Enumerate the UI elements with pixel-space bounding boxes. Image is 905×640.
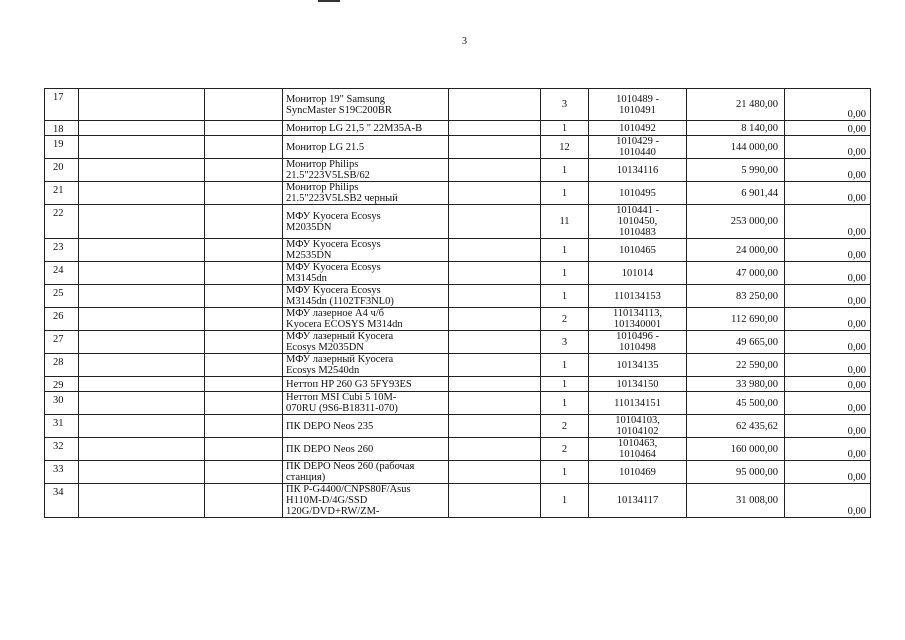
item-quantity: 1 (541, 159, 589, 182)
item-cost: 45 500,00 (687, 392, 785, 415)
empty-cell (79, 438, 205, 461)
item-name: Монитор Philips 21.5"223V5LSB2 черный (283, 182, 449, 205)
row-number: 25 (45, 285, 79, 308)
inventory-number: 10134116 (589, 159, 687, 182)
item-quantity: 1 (541, 239, 589, 262)
empty-cell (205, 415, 283, 438)
row-number: 31 (45, 415, 79, 438)
item-cost: 49 665,00 (687, 331, 785, 354)
item-quantity: 1 (541, 182, 589, 205)
empty-cell (449, 415, 541, 438)
item-cost: 253 000,00 (687, 205, 785, 239)
row-number: 33 (45, 461, 79, 484)
empty-cell (79, 205, 205, 239)
item-quantity: 1 (541, 461, 589, 484)
inventory-number: 110134151 (589, 392, 687, 415)
item-quantity: 3 (541, 331, 589, 354)
residual-value: 0,00 (785, 121, 871, 136)
empty-cell (205, 377, 283, 392)
inventory-number: 1010469 (589, 461, 687, 484)
item-cost: 33 980,00 (687, 377, 785, 392)
item-name: ПК DEPO Neos 235 (283, 415, 449, 438)
inventory-number: 110134153 (589, 285, 687, 308)
empty-cell (79, 331, 205, 354)
empty-cell (205, 308, 283, 331)
empty-cell (449, 89, 541, 121)
empty-cell (79, 262, 205, 285)
row-number: 34 (45, 484, 79, 518)
item-name: ПК DEPO Neos 260 (283, 438, 449, 461)
inventory-number: 10134135 (589, 354, 687, 377)
item-quantity: 11 (541, 205, 589, 239)
empty-cell (449, 182, 541, 205)
table-row (45, 239, 871, 262)
residual-value: 0,00 (785, 438, 871, 461)
empty-cell (205, 182, 283, 205)
residual-value: 0,00 (785, 239, 871, 262)
empty-cell (79, 121, 205, 136)
residual-value: 0,00 (785, 159, 871, 182)
residual-value: 0,00 (785, 308, 871, 331)
table-row (45, 438, 871, 461)
empty-cell (449, 262, 541, 285)
inventory-number: 1010441 - 1010450, 1010483 (589, 205, 687, 239)
table-row (45, 121, 871, 136)
inventory-number: 110134113, 101340001 (589, 308, 687, 331)
empty-cell (449, 121, 541, 136)
item-quantity: 1 (541, 285, 589, 308)
page-number: 3 (462, 36, 467, 47)
inventory-number: 1010463, 1010464 (589, 438, 687, 461)
row-number: 18 (45, 121, 79, 136)
table-row (45, 484, 871, 518)
empty-cell (205, 89, 283, 121)
empty-cell (449, 159, 541, 182)
inventory-number: 10134117 (589, 484, 687, 518)
empty-cell (205, 438, 283, 461)
item-cost: 31 008,00 (687, 484, 785, 518)
empty-cell (449, 308, 541, 331)
empty-cell (449, 331, 541, 354)
item-cost: 160 000,00 (687, 438, 785, 461)
empty-cell (79, 354, 205, 377)
empty-cell (449, 377, 541, 392)
empty-cell (79, 285, 205, 308)
empty-cell (79, 484, 205, 518)
inventory-number: 1010496 - 1010498 (589, 331, 687, 354)
table-row (45, 461, 871, 484)
item-name: Монитор 19" Samsung SyncMaster S19C200BR (283, 89, 449, 121)
row-number: 29 (45, 377, 79, 392)
item-quantity: 1 (541, 262, 589, 285)
empty-cell (205, 354, 283, 377)
item-cost: 112 690,00 (687, 308, 785, 331)
row-number: 21 (45, 182, 79, 205)
empty-cell (449, 285, 541, 308)
item-quantity: 3 (541, 89, 589, 121)
residual-value: 0,00 (785, 331, 871, 354)
residual-value: 0,00 (785, 415, 871, 438)
row-number: 23 (45, 239, 79, 262)
item-name: ПК DEPO Neos 260 (рабочая станция) (283, 461, 449, 484)
empty-cell (79, 392, 205, 415)
residual-value: 0,00 (785, 484, 871, 518)
item-quantity: 1 (541, 484, 589, 518)
item-name: Монитор Philips 21.5"223V5LSB/62 (283, 159, 449, 182)
item-name: ПК P-G4400/CNPS80F/Asus H110M-D/4G/SSD 120G/DVD+RW/ZM- (283, 484, 449, 518)
row-number: 30 (45, 392, 79, 415)
row-number: 28 (45, 354, 79, 377)
empty-cell (205, 159, 283, 182)
inventory-table (44, 88, 871, 518)
item-name: Неттоп MSI Cubi 5 10M- 070RU (9S6-B18311-070) (283, 392, 449, 415)
empty-cell (79, 159, 205, 182)
empty-cell (79, 182, 205, 205)
item-cost: 24 000,00 (687, 239, 785, 262)
residual-value: 0,00 (785, 262, 871, 285)
table-row (45, 415, 871, 438)
table-row (45, 205, 871, 239)
item-cost: 6 901,44 (687, 182, 785, 205)
empty-cell (449, 438, 541, 461)
item-cost: 8 140,00 (687, 121, 785, 136)
item-cost: 144 000,00 (687, 136, 785, 159)
residual-value: 0,00 (785, 89, 871, 121)
table-row (45, 354, 871, 377)
item-name: МФУ Kyocera Ecosys M2535DN (283, 239, 449, 262)
item-quantity: 2 (541, 308, 589, 331)
row-number: 26 (45, 308, 79, 331)
inventory-number: 101014 (589, 262, 687, 285)
residual-value: 0,00 (785, 354, 871, 377)
empty-cell (205, 285, 283, 308)
inventory-number: 10104103, 10104102 (589, 415, 687, 438)
item-quantity: 2 (541, 438, 589, 461)
empty-cell (205, 262, 283, 285)
item-cost: 62 435,62 (687, 415, 785, 438)
row-number: 19 (45, 136, 79, 159)
row-number: 17 (45, 89, 79, 121)
item-quantity: 12 (541, 136, 589, 159)
empty-cell (205, 205, 283, 239)
residual-value: 0,00 (785, 392, 871, 415)
item-cost: 47 000,00 (687, 262, 785, 285)
inventory-number: 10134150 (589, 377, 687, 392)
empty-cell (449, 392, 541, 415)
item-quantity: 2 (541, 415, 589, 438)
item-name: МФУ Kyocera Ecosys M2035DN (283, 205, 449, 239)
residual-value: 0,00 (785, 285, 871, 308)
inventory-number: 1010489 - 1010491 (589, 89, 687, 121)
empty-cell (449, 205, 541, 239)
empty-cell (449, 484, 541, 518)
item-cost: 95 000,00 (687, 461, 785, 484)
table-row (45, 285, 871, 308)
item-name: МФУ Kyocera Ecosys M3145dn (283, 262, 449, 285)
residual-value: 0,00 (785, 377, 871, 392)
empty-cell (205, 121, 283, 136)
item-name: МФУ лазерное А4 ч/б Kyocera ECOSYS M314dn (283, 308, 449, 331)
empty-cell (205, 331, 283, 354)
empty-cell (79, 308, 205, 331)
empty-cell (205, 484, 283, 518)
item-cost: 21 480,00 (687, 89, 785, 121)
table-row (45, 377, 871, 392)
item-cost: 5 990,00 (687, 159, 785, 182)
item-name: МФУ Kyocera Ecosys M3145dn (1102TF3NL0) (283, 285, 449, 308)
inventory-number: 1010495 (589, 182, 687, 205)
empty-cell (205, 239, 283, 262)
residual-value: 0,00 (785, 182, 871, 205)
residual-value: 0,00 (785, 461, 871, 484)
item-quantity: 1 (541, 377, 589, 392)
item-quantity: 1 (541, 121, 589, 136)
table-row (45, 331, 871, 354)
empty-cell (449, 136, 541, 159)
item-name: МФУ лазерный Kyocera Ecosys M2540dn (283, 354, 449, 377)
empty-cell (79, 239, 205, 262)
item-cost: 83 250,00 (687, 285, 785, 308)
empty-cell (79, 415, 205, 438)
empty-cell (79, 89, 205, 121)
residual-value: 0,00 (785, 136, 871, 159)
empty-cell (205, 136, 283, 159)
item-quantity: 1 (541, 354, 589, 377)
row-number: 24 (45, 262, 79, 285)
table-row (45, 392, 871, 415)
inventory-number: 1010429 - 1010440 (589, 136, 687, 159)
item-name: Монитор LG 21.5 (283, 136, 449, 159)
inventory-number: 1010465 (589, 239, 687, 262)
row-number: 32 (45, 438, 79, 461)
empty-cell (449, 354, 541, 377)
empty-cell (79, 377, 205, 392)
empty-cell (449, 461, 541, 484)
item-name: Неттоп HP 260 G3 5FY93ES (283, 377, 449, 392)
table-row (45, 136, 871, 159)
table-row (45, 159, 871, 182)
inventory-number: 1010492 (589, 121, 687, 136)
empty-cell (205, 461, 283, 484)
item-cost: 22 590,00 (687, 354, 785, 377)
inventory-table-body (45, 89, 871, 518)
item-name: Монитор LG 21,5 " 22M35A-B (283, 121, 449, 136)
row-number: 27 (45, 331, 79, 354)
item-name: МФУ лазерный Kyocera Ecosys M2035DN (283, 331, 449, 354)
residual-value: 0,00 (785, 205, 871, 239)
table-row (45, 89, 871, 121)
table-row (45, 262, 871, 285)
empty-cell (79, 461, 205, 484)
row-number: 22 (45, 205, 79, 239)
row-number: 20 (45, 159, 79, 182)
empty-cell (449, 239, 541, 262)
item-quantity: 1 (541, 392, 589, 415)
empty-cell (79, 136, 205, 159)
scan-mark (318, 0, 340, 2)
empty-cell (205, 392, 283, 415)
table-row (45, 182, 871, 205)
table-row (45, 308, 871, 331)
